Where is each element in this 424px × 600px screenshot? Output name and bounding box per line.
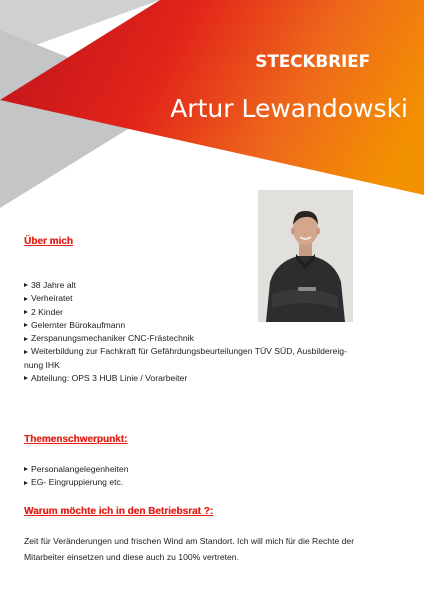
- section-heading-about: Über mich: [24, 236, 73, 247]
- list-item: Gelernter Bürokaufmann: [24, 319, 347, 332]
- about-list: [24, 279, 347, 385]
- list-item: Verheiratet: [24, 292, 347, 305]
- list-item: Zerspanungsmechaniker CNC-Frästechnik: [24, 332, 347, 345]
- section-heading-focus: Themenschwerpunkt:: [24, 434, 128, 445]
- why-paragraph: Zeit für Veränderungen und frischen Wind am Standort. Ich will mich für die Rechte der Mitarbeiter einsetzen und diese auch zu 100% vertreten.: [24, 536, 355, 562]
- list-item-continuation: nung IHK: [24, 359, 60, 370]
- list-item: 2 Kinder: [24, 306, 347, 319]
- page-title: STECKBRIEF: [255, 52, 370, 72]
- list-item: Abteilung: OPS 3 HUB Linie / Vorarbeiter: [24, 372, 347, 385]
- section-heading-why: Warum möchte ich in den Betriebsrat ?:: [24, 506, 214, 517]
- focus-list: [24, 463, 128, 490]
- list-item: Personalangelegenheiten: [24, 463, 128, 476]
- list-item: Weiterbildung zur Fachkraft für Gefährdungsbeurteilungen TÜV SÜD, Ausbildereig-: [24, 345, 347, 358]
- person-name: Artur Lewandowski: [170, 94, 408, 123]
- list-item: 38 Jahre alt: [24, 279, 347, 292]
- list-item: EG- Eingruppierung etc.: [24, 476, 128, 489]
